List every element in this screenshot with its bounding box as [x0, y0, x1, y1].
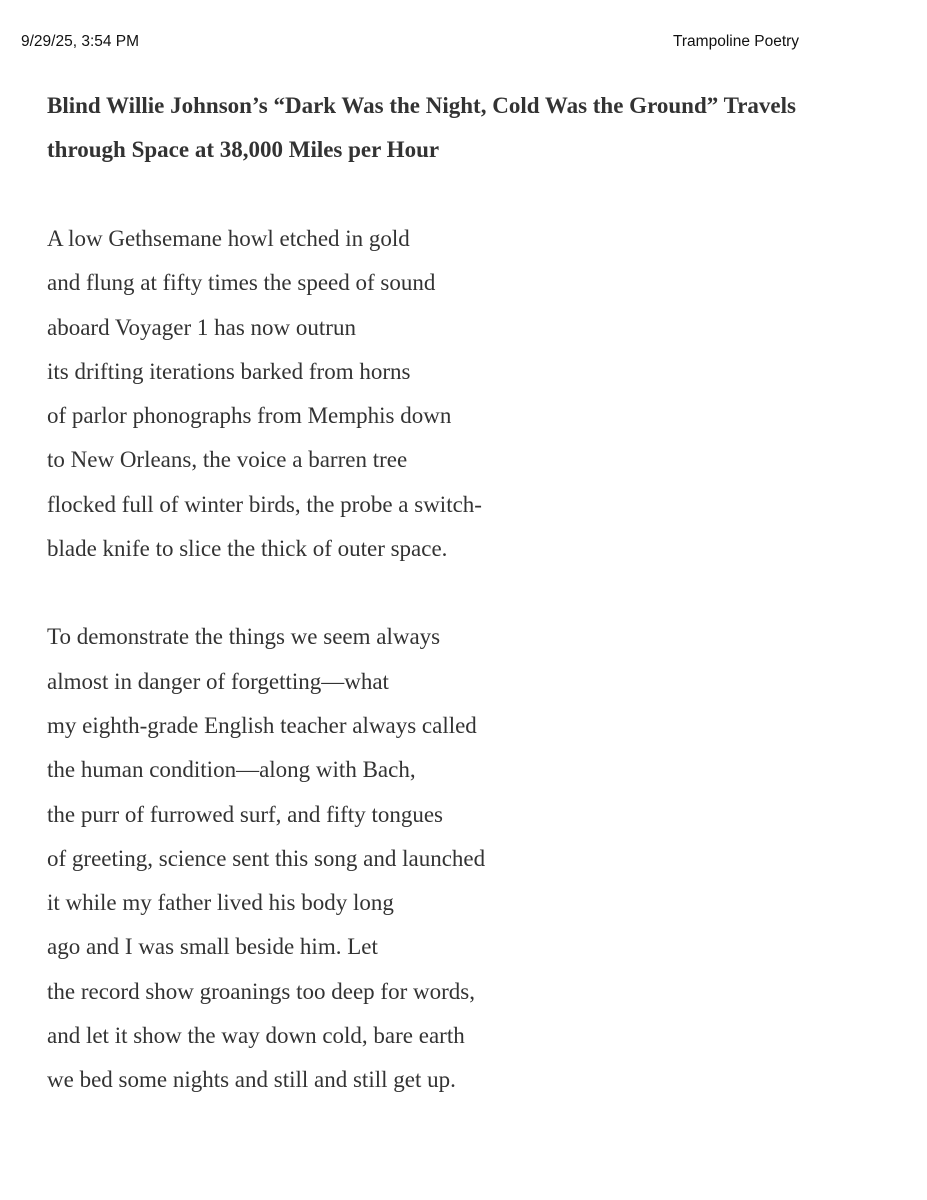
poem-line: the purr of furrowed surf, and fifty tongues	[47, 801, 443, 827]
poem-line: the human condition—along with Bach,	[47, 757, 416, 783]
poem-line: almost in danger of forgetting—what	[47, 668, 389, 694]
poem-line: of greeting, science sent this song and launched	[47, 845, 486, 871]
poem-line: the record show groanings too deep for words,	[47, 978, 475, 1004]
poem-line: of parlor phonographs from Memphis down	[47, 403, 452, 429]
poem-title	[47, 84, 917, 172]
stanza-2	[47, 615, 917, 1102]
poem-title-line: through Space at 38,000 Miles per Hour	[47, 137, 440, 162]
poem-line: ago and I was small beside him. Let	[47, 934, 378, 960]
poem-line: its drifting iterations barked from horns	[47, 358, 411, 384]
poem-line: flocked full of winter birds, the probe a switch-	[47, 491, 482, 517]
poem-line: my eighth-grade English teacher always called	[47, 712, 477, 738]
print-date: 9/29/25, 3:54 PM	[21, 33, 140, 50]
print-header	[21, 33, 927, 55]
poem-line: and let it show the way down cold, bare earth	[47, 1023, 465, 1049]
poem-line: To demonstrate the things we seem always	[47, 624, 441, 650]
poem-line: we bed some nights and still and still get up.	[47, 1067, 456, 1093]
poem-title-line: Blind Willie Johnson’s “Dark Was the Night, Cold Was the Ground” Travels	[47, 93, 796, 118]
poem-line: to New Orleans, the voice a barren tree	[47, 447, 408, 473]
site-title: Trampoline Poetry	[673, 33, 800, 50]
poem-line: aboard Voyager 1 has now outrun	[47, 314, 356, 340]
poem-line: and flung at fifty times the speed of sound	[47, 270, 436, 296]
poem-line: A low Gethsemane howl etched in gold	[47, 226, 410, 251]
poem	[47, 84, 917, 1103]
stanza-1	[47, 217, 917, 571]
poem-line: it while my father lived his body long	[47, 890, 394, 916]
poem-line: blade knife to slice the thick of outer space.	[47, 536, 448, 562]
